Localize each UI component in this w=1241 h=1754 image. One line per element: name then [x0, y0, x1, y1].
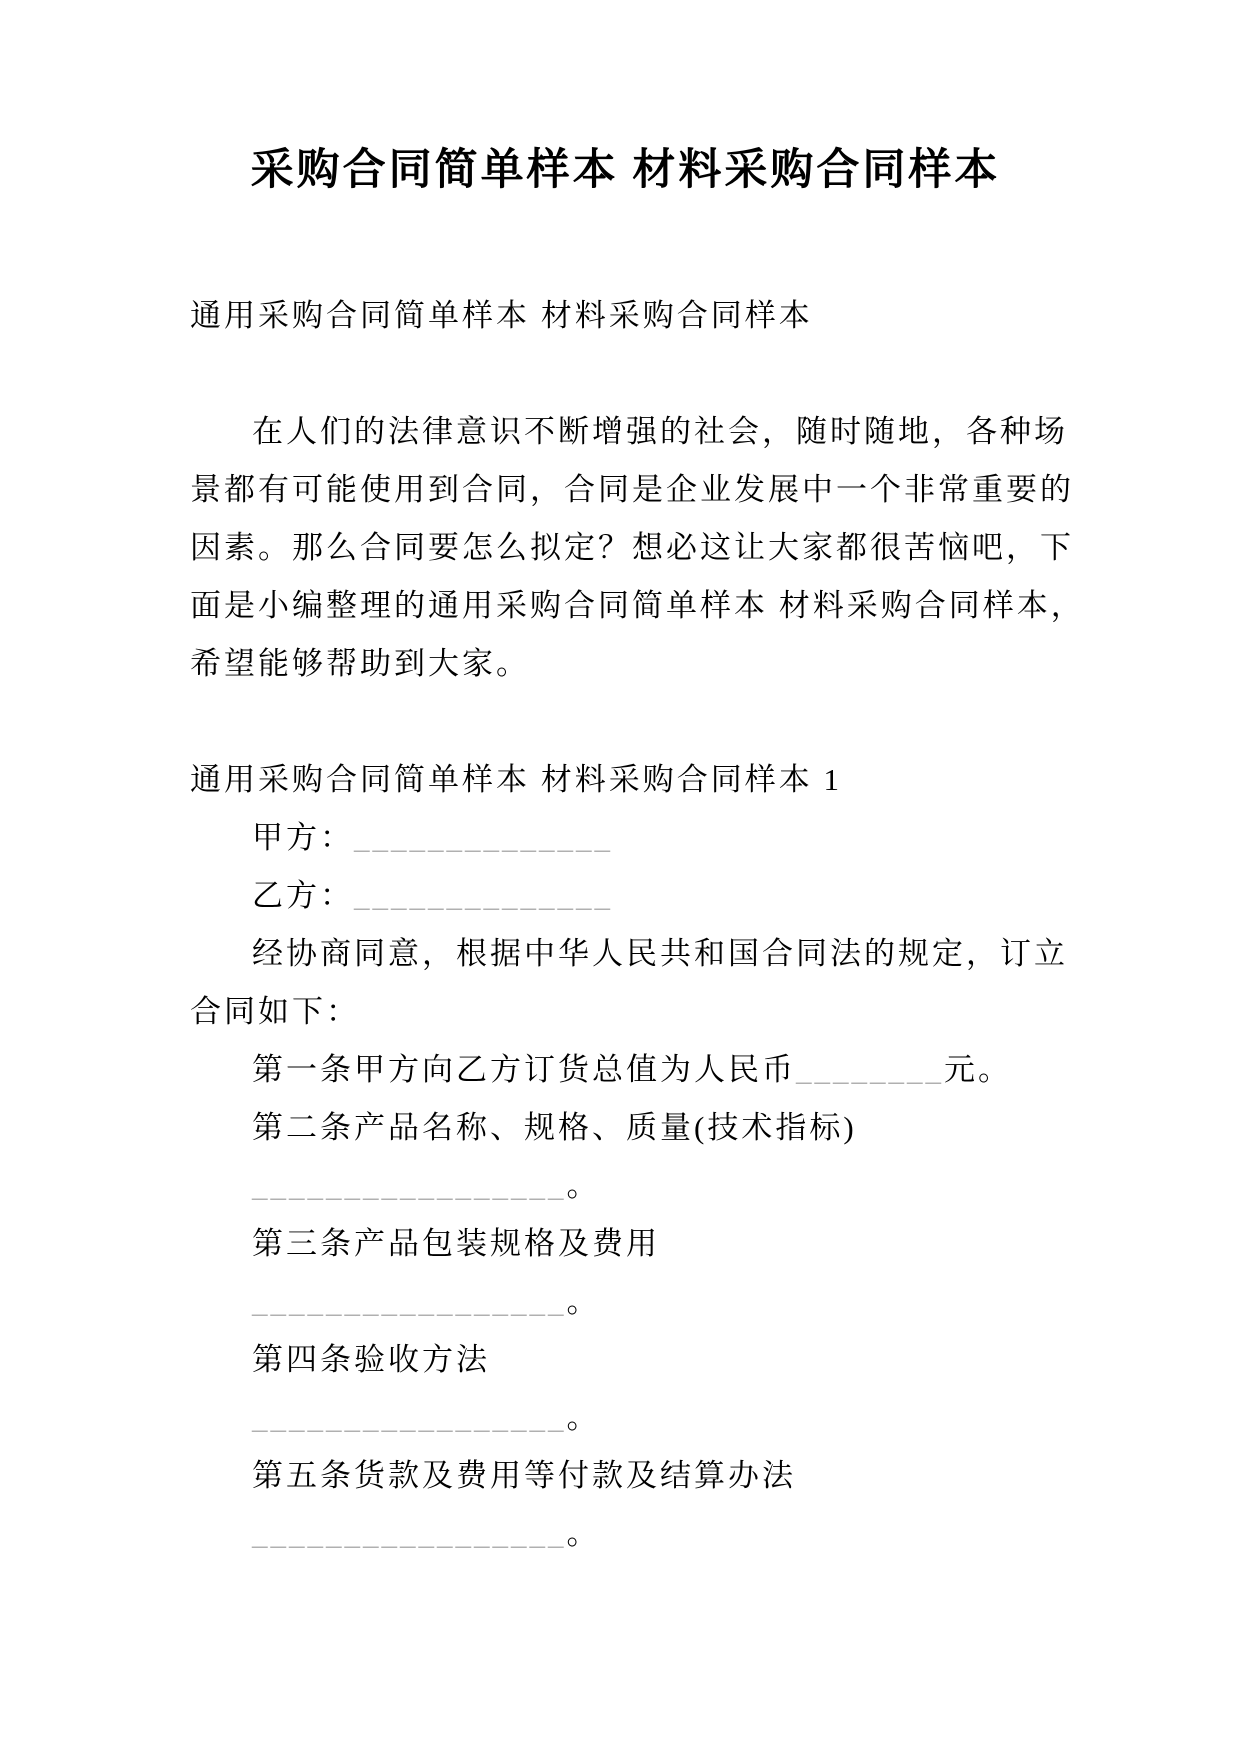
text-segment: 希望能够帮助到大家。 [190, 646, 530, 681]
blank-field: _________________ [252, 1400, 567, 1435]
doc-line [190, 809, 1061, 867]
text-segment: 面是小编整理的通用采购合同简单样本 材料采购合同样本， [190, 588, 1085, 623]
doc-line [190, 1157, 1061, 1215]
doc-line [190, 1215, 1061, 1273]
text-segment: 。 [566, 1284, 601, 1319]
blank-field: _________________ [252, 1516, 567, 1551]
doc-line [190, 635, 1061, 693]
doc-line [190, 1273, 1061, 1331]
text-segment: 合同如下： [190, 994, 360, 1029]
text-segment: 因素。那么合同要怎么拟定？想必这让大家都很苦恼吧，下 [190, 530, 1074, 565]
doc-line [190, 751, 1061, 809]
doc-line [190, 867, 1061, 925]
text-segment: 通用采购合同简单样本 材料采购合同样本 [190, 298, 813, 333]
text-segment: 在人们的法律意识不断增强的社会，随时随地，各种场 [252, 414, 1068, 449]
doc-line [190, 461, 1074, 519]
doc-line [190, 925, 1068, 983]
text-segment: 经协商同意，根据中华人民共和国合同法的规定，订立 [252, 936, 1068, 971]
text-segment: 景都有可能使用到合同，合同是企业发展中一个非常重要的 [190, 472, 1074, 507]
doc-line [190, 1331, 1061, 1389]
doc-line [190, 403, 1068, 461]
doc-line [190, 1505, 1061, 1563]
blank-field: ______________ [354, 820, 613, 855]
doc-line [190, 1447, 1061, 1505]
document-title: 采购合同简单样本 材料采购合同样本 [250, 147, 1001, 194]
document-body [190, 287, 1085, 1563]
text-segment: 第一条甲方向乙方订货总值为人民币 [252, 1052, 796, 1087]
text-segment: 。 [566, 1400, 601, 1435]
doc-line [190, 1389, 1061, 1447]
doc-line [190, 1099, 1061, 1157]
text-segment: 。 [566, 1168, 601, 1203]
text-segment: 第二条产品名称、规格、质量(技术指标) [252, 1110, 857, 1145]
doc-line [190, 1041, 1061, 1099]
blank-field: _________________ [252, 1168, 567, 1203]
text-segment: 通用采购合同简单样本 材料采购合同样本 1 [190, 762, 842, 797]
text-segment: 乙方： [252, 878, 354, 913]
doc-line [190, 983, 1061, 1041]
blank-field: _________________ [252, 1284, 567, 1319]
doc-line [190, 577, 1085, 635]
text-segment: 。 [566, 1516, 601, 1551]
text-segment: 第五条货款及费用等付款及结算办法 [252, 1458, 796, 1493]
text-segment: 甲方： [252, 820, 354, 855]
blank-field: ______________ [354, 878, 613, 913]
text-segment: 第三条产品包装规格及费用 [252, 1226, 660, 1261]
blank-field: ________ [796, 1052, 944, 1087]
doc-line [190, 287, 1061, 345]
text-segment: 元。 [944, 1052, 1012, 1087]
text-segment: 第四条验收方法 [252, 1342, 490, 1377]
doc-line [190, 519, 1074, 577]
